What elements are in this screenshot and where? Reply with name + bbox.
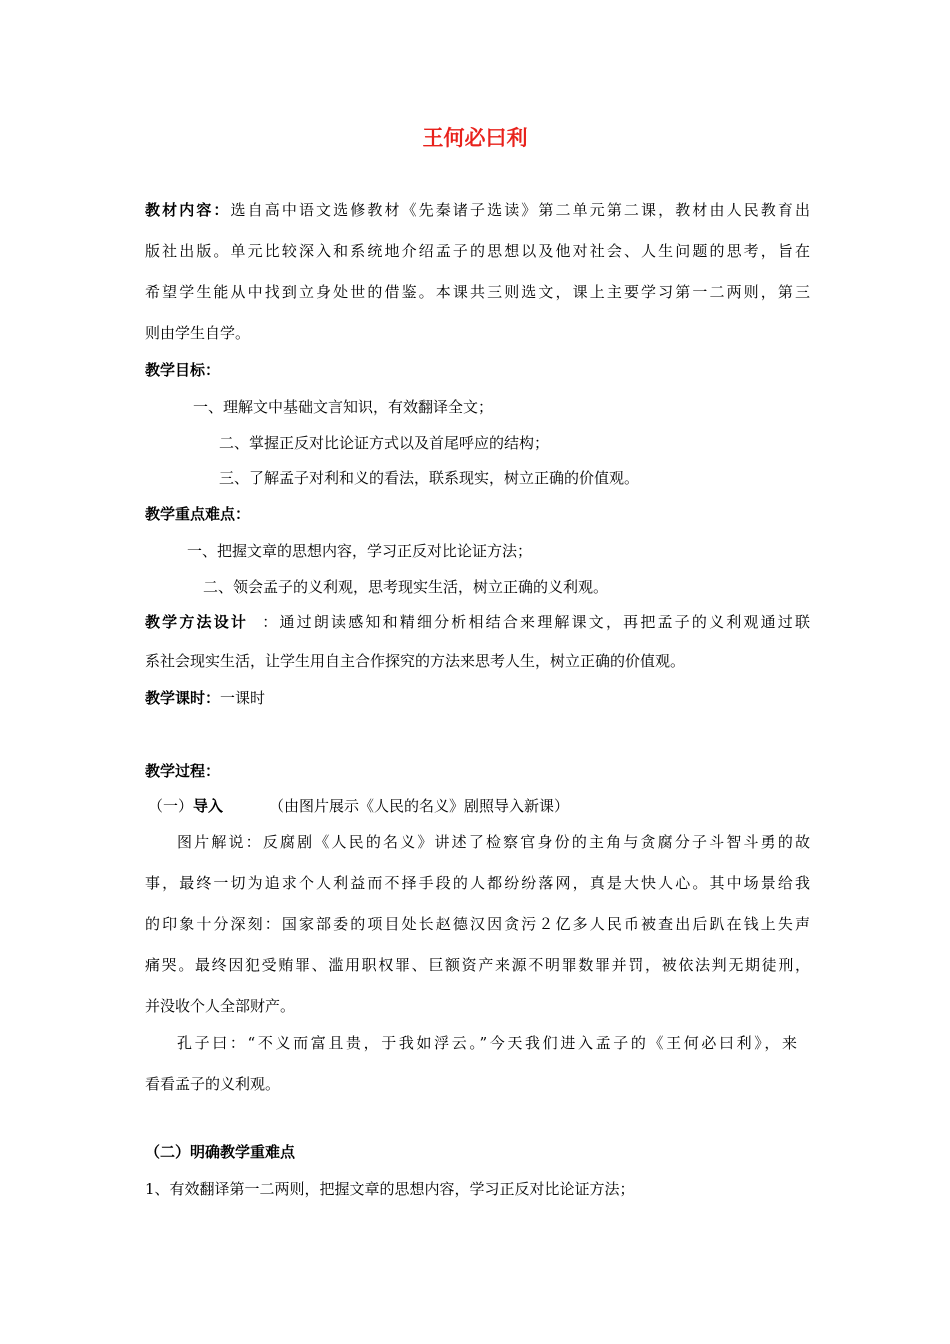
goal-item-2: 二、掌握正反对比论证方式以及首尾呼应的结构； xyxy=(219,434,550,452)
content-text-1: 选自高中语文选修教材《先秦诸子选读》第二单元第二课，教材由人民教育出 xyxy=(230,201,810,219)
para1-line-2: 事，最终一切为追求个人利益而不择手段的人都纷纷落网，真是大快人心。其中场景给我 xyxy=(145,874,810,892)
section2-label: （二）明确教学重难点 xyxy=(145,1143,296,1161)
key-point-1: 一、把握文章的思想内容，学习正反对比论证方法； xyxy=(187,542,533,560)
hours-label: 教学课时： xyxy=(145,689,221,707)
key-points-label: 教学重点难点： xyxy=(145,505,251,523)
goals-label: 教学目标： xyxy=(145,361,221,379)
method-label: 教学方法设计 xyxy=(145,613,249,631)
goal-item-3: 三、了解孟子对利和义的看法，联系现实，树立正确的价值观。 xyxy=(219,469,640,487)
intro-prefix: （一） xyxy=(148,797,194,815)
section2-item-1: 1、有效翻译第一二两则，把握文章的思想内容，学习正反对比论证方法； xyxy=(145,1180,635,1198)
para1-line-1: 图片解说：反腐剧《人民的名义》讲述了检察官身份的主角与贪腐分子斗智斗勇的故 xyxy=(177,833,810,851)
method-line-2: 系社会现实生活，让学生用自主合作探究的方法来思考人生，树立正确的价值观。 xyxy=(145,652,686,670)
content-line-4: 则由学生自学。 xyxy=(145,324,251,342)
hours-value: 一课时 xyxy=(220,689,266,707)
content-line-1 xyxy=(145,200,810,220)
para1-line-4: 痛哭。最终因犯受贿罪、滥用职权罪、巨额资产来源不明罪数罪并罚，被依法判无期徒刑， xyxy=(145,956,810,974)
para2-line-2: 看看孟子的义利观。 xyxy=(145,1075,281,1093)
para1-line-3: 的印象十分深刻：国家部委的项目处长赵德汉因贪污２亿多人民币被查出后趴在钱上失声 xyxy=(145,915,810,933)
page-title: 王何必曰利 xyxy=(422,126,528,150)
content-line-3: 希望学生能从中找到立身处世的借鉴。本课共三则选文，课上主要学习第一二两则，第三 xyxy=(145,283,810,301)
process-label: 教学过程： xyxy=(145,762,221,780)
content-line-2: 版社出版。单元比较深入和系统地介绍孟子的思想以及他对社会、人生问题的思考，旨在 xyxy=(145,242,810,260)
intro-label: 导入 xyxy=(193,797,224,815)
intro-line xyxy=(148,796,813,816)
method-text-1: ：通过朗读感知和精细分析相结合来理解课文，再把孟子的义利观通过联 xyxy=(260,613,810,631)
content-label: 教材内容： xyxy=(145,201,231,219)
method-line-1 xyxy=(145,612,810,632)
intro-note: （由图片展示《人民的名义》剧照导入新课） xyxy=(269,797,570,815)
goal-item-1: 一、理解文中基础文言知识，有效翻译全文； xyxy=(193,398,494,416)
key-point-2: 二、领会孟子的义利观，思考现实生活，树立正确的义利观。 xyxy=(203,578,609,596)
para2-line-1: 孔子曰：“不义而富且贵，于我如浮云。”今天我们进入孟子的《王何必曰利》，来 xyxy=(177,1034,797,1052)
para1-line-5: 并没收个人全部财产。 xyxy=(145,997,296,1015)
hours-line xyxy=(145,688,810,708)
